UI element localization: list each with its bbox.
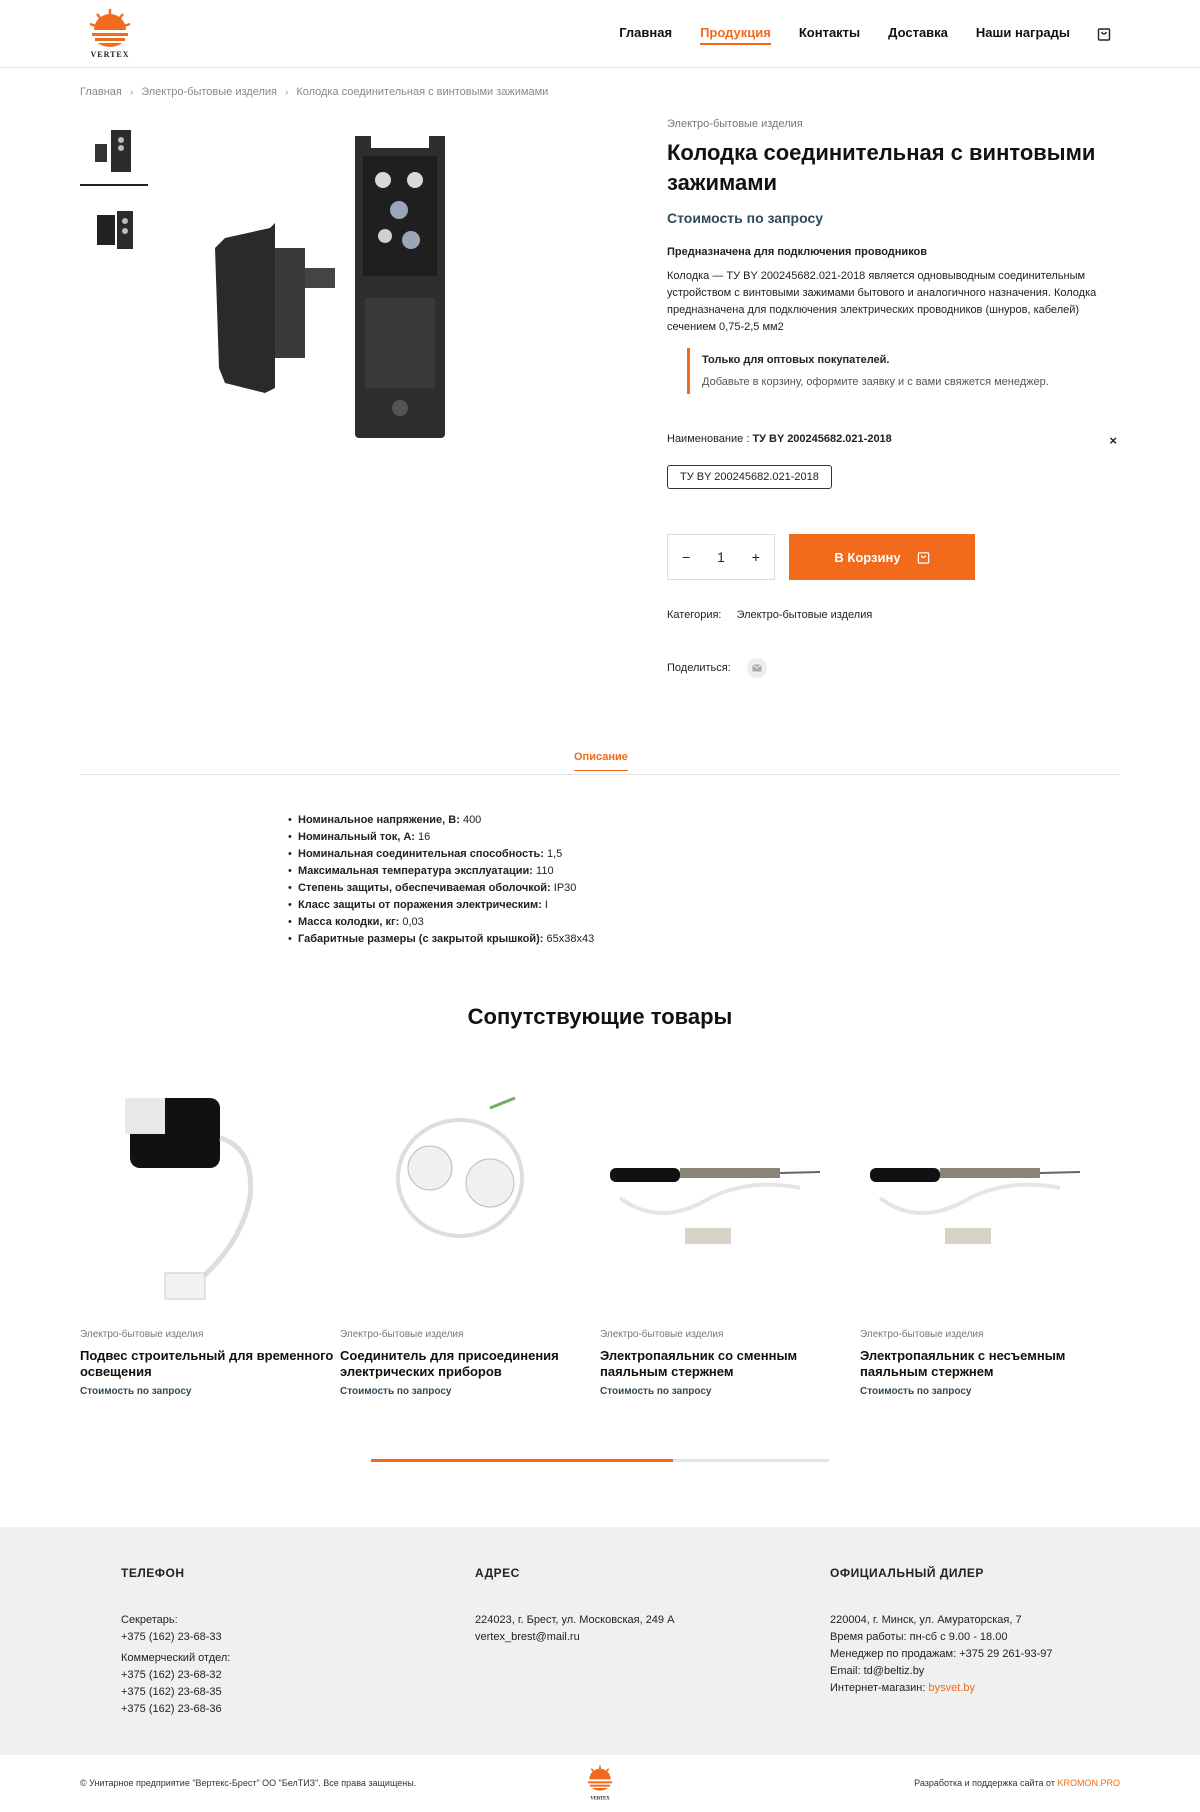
related-products [80,1088,1120,1397]
footer-address [475,1565,674,1646]
spec-item [298,931,594,948]
footer-phone-title: ТЕЛЕФОН [121,1566,185,1580]
site-header [0,0,1200,68]
breadcrumb [80,86,548,98]
spec-value: I [541,899,548,911]
address-email[interactable]: vertex_brest@mail.ru [475,1631,580,1643]
product-info [667,118,1117,394]
spec-item [298,897,594,914]
product-description: Колодка — ТУ BY 200245682.021-2018 является одновыводным соединительным устройством с винтовыми зажимами бытового и аналогичного назначения. Колодка предназначена для подключения электрических проводников (шнуров, кабелей) сечением 0,75-2,5 мм2 [667,270,1097,333]
slider-scrollbar-thumb[interactable] [371,1459,673,1462]
secretary-label: Секретарь: [121,1614,178,1626]
commercial-phone[interactable]: +375 (162) 23-68-32 [121,1669,222,1681]
spec-label: Класс защиты от поражения электрическим: [298,899,542,911]
product-card-image [860,1088,1100,1308]
chevron-right-icon: › [129,86,134,98]
developer-link[interactable]: KROMON.PRO [1057,1778,1120,1788]
card-price: Стоимость по запросу [860,1386,972,1397]
footer-dealer [830,1565,1052,1697]
card-title[interactable]: Электропаяльник с несъемным паяльным стержнем [860,1348,1066,1379]
slider-scrollbar[interactable] [371,1459,829,1462]
cart-icon[interactable] [1097,27,1111,41]
dealer-manager: Менеджер по продажам: +375 29 261-93-97 [830,1648,1053,1660]
tab-description[interactable]: Описание [574,751,628,771]
variant-row [667,433,1117,448]
main-nav [619,25,1070,45]
spec-label: Максимальная температура эксплуатации: [298,865,533,877]
variant-option[interactable]: ТУ BY 200245682.021-2018 [667,465,832,489]
footer-logo-text: VERTEX [590,1796,610,1802]
spec-item [298,846,594,863]
spec-label: Номинальная соединительная способность: [298,848,544,860]
meta-category-link[interactable]: Электро-бытовые изделия [736,609,873,621]
nav-contacts[interactable]: Контакты [798,25,861,40]
dealer-hours: Время работы: пн-сб с 9.00 - 18.00 [830,1631,1008,1643]
variant-label: Наименование [667,433,744,445]
spec-value: 110 [532,865,554,877]
commercial-label: Коммерческий отдел: [121,1652,231,1664]
product-title: Колодка соединительная с винтовыми зажимами [667,140,1096,195]
cart-icon [917,551,930,564]
wholesale-notice [687,348,1117,394]
developer-text: Разработка и поддержка сайта от [914,1778,1058,1788]
related-title: Сопутствующие товары [467,1004,733,1029]
address-line: 224023, г. Брест, ул. Московская, 249 А [475,1614,675,1626]
meta-category-label: Категория: [667,609,722,621]
logo-text: VERTEX [90,50,130,59]
spec-value: 16 [414,831,431,843]
product-meta-category [667,609,872,621]
footer-dealer-title: ОФИЦИАЛЬНЫЙ ДИЛЕР [830,1566,984,1580]
close-icon[interactable]: × [1109,433,1117,448]
chevron-right-icon: › [284,86,289,98]
breadcrumb-current: Колодка соединительная с винтовыми зажимами [296,86,549,98]
variant-label-wrap: Наименование : ТУ BY 200245682.021-2018 [667,433,892,445]
spec-value: 0,03 [399,916,424,928]
brand-logo[interactable] [86,6,134,62]
nav-awards[interactable]: Наши награды [975,25,1070,40]
spec-value: IP30 [550,882,577,894]
spec-item [298,880,594,897]
quantity-input[interactable]: 1 [717,549,725,565]
share-label: Поделиться: [667,662,731,674]
variant-value: ТУ BY 200245682.021-2018 [752,433,892,445]
gallery-thumbnails [80,118,148,274]
copyright: © Унитарное предприятие "Вертекс-Брест" ОО "БелТИЗ". Все права защищены. [80,1778,417,1788]
product-card[interactable] [860,1088,1120,1397]
product-subtitle: Предназначена для подключения проводников [667,246,928,258]
gallery-thumb-2[interactable] [80,196,148,264]
spec-value: 400 [459,814,482,826]
product-price: Стоимость по запросу [667,210,824,226]
plus-icon[interactable]: + [751,549,760,565]
add-to-cart-label: В Корзину [834,549,901,565]
spec-item [298,863,594,880]
footer-logo[interactable] [584,1761,616,1803]
spec-label: Масса колодки, кг: [298,916,400,928]
spec-list [298,812,594,948]
share-row [667,658,767,678]
dealer-email[interactable]: Email: td@beltiz.by [830,1665,925,1677]
product-main-image[interactable] [195,128,495,448]
dealer-shop-link[interactable]: bysvet.by [928,1682,975,1694]
card-category: Электро-бытовые изделия [600,1329,724,1340]
logo-sun-icon [86,6,134,50]
card-title[interactable]: Электропаяльник со сменным паяльным стержнем [600,1348,798,1379]
secretary-phone[interactable]: +375 (162) 23-68-33 [121,1631,222,1643]
card-category: Электро-бытовые изделия [80,1329,204,1340]
product-card[interactable] [600,1088,860,1397]
mail-share-icon[interactable] [747,658,767,678]
nav-delivery[interactable]: Доставка [888,25,948,40]
add-to-cart-button[interactable] [789,534,975,580]
product-thumb-image [87,124,141,178]
nav-home[interactable]: Главная [619,25,673,40]
footer-address-title: АДРЕС [475,1566,520,1580]
product-photo [195,128,495,448]
spec-value: 1,5 [543,848,563,860]
spec-item [298,812,594,829]
product-card-image [340,1088,580,1308]
product-thumb-image [87,203,141,257]
product-card-image [80,1088,320,1308]
breadcrumb-category[interactable]: Электро-бытовые изделия [141,86,277,98]
spec-label: Габаритные размеры (с закрытой крышкой): [298,933,544,945]
product-category[interactable]: Электро-бытовые изделия [667,118,803,130]
card-category: Электро-бытовые изделия [860,1329,984,1340]
gallery-thumb-1[interactable] [80,118,148,186]
spec-item [298,829,594,846]
card-price: Стоимость по запросу [80,1386,192,1397]
product-tabs [80,748,1120,775]
dealer-shop-label: Интернет-магазин: [830,1682,929,1694]
site-footer [0,1527,1200,1755]
product-card-image [600,1088,840,1308]
notice-text: Добавьте в корзину, оформите заявку и с вами свяжется менеджер. [702,376,1049,388]
spec-value: 65х38х43 [543,933,595,945]
footer-bottom [0,1755,1200,1812]
card-category: Электро-бытовые изделия [340,1329,464,1340]
card-title[interactable]: Подвес строительный для временного освещения [80,1348,334,1379]
footer-phone [121,1565,230,1718]
dealer-address: 220004, г. Минск, ул. Амураторская, 7 [830,1614,1022,1626]
product-card[interactable] [80,1088,340,1397]
spec-label: Номинальный ток, А: [298,831,415,843]
commercial-phone[interactable]: +375 (162) 23-68-36 [121,1703,222,1715]
spec-item [298,914,594,931]
card-price: Стоимость по запросу [600,1386,712,1397]
card-title[interactable]: Соединитель для присоединения электрических приборов [340,1348,559,1379]
developer-credit [914,1778,1120,1788]
minus-icon[interactable]: − [682,549,691,565]
spec-label: Номинальное напряжение, В: [298,814,460,826]
card-price: Стоимость по запросу [340,1386,452,1397]
spec-label: Степень защиты, обеспечиваемая оболочкой: [298,882,551,894]
commercial-phone[interactable]: +375 (162) 23-68-35 [121,1686,222,1698]
notice-title: Только для оптовых покупателей. [702,354,890,366]
quantity-stepper [667,534,775,580]
breadcrumb-home[interactable]: Главная [80,86,122,98]
product-card[interactable] [340,1088,600,1397]
dealer-shop [830,1680,1052,1697]
nav-products[interactable]: Продукция [700,25,771,45]
